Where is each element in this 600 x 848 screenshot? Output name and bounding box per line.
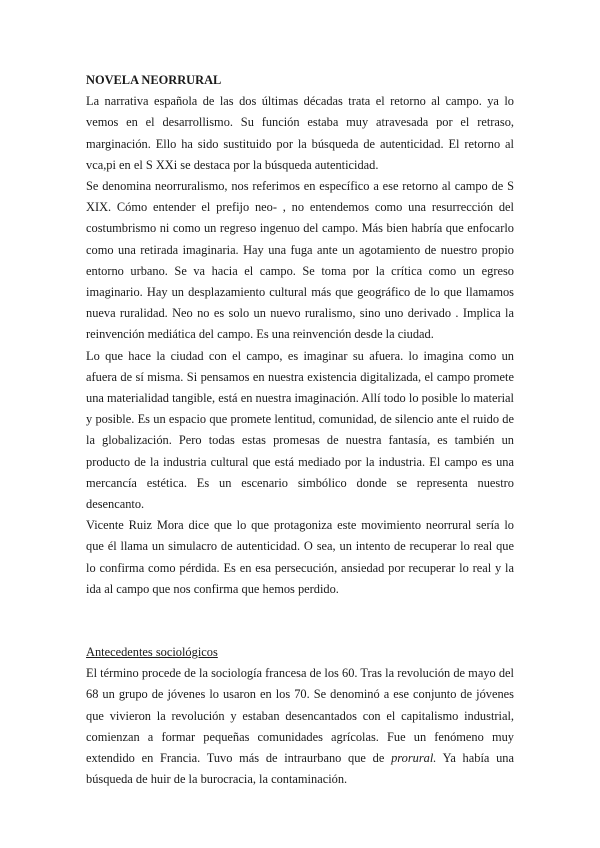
section-heading-antecedentes: Antecedentes sociológicos xyxy=(86,645,218,660)
paragraph-antecedentes xyxy=(86,663,514,790)
paragraph-ciudad-campo: Lo que hace la ciudad con el campo, es imaginar su afuera. lo imagina como un afuera de sí misma. Si pensamos en nuestra existencia digitalizada, el campo promete una materialidad tangible, está en nuestra imaginación. Allí todo lo posible lo material y posible. Es un espacio que promete lentitud, comunidad, de silencio ante el ruido de la globalización. Pero todas estas promesas de nuestra fantasía, es también un producto de la industria cultural que está mediado por la industria. El campo es una mercancía estética. Es un escenario simbólico donde se representa nuestro desencanto. xyxy=(86,348,514,512)
paragraph-antecedentes-text-b: Ya había una búsqueda de huir de la burocracia, la contaminación. xyxy=(86,751,514,787)
document-body xyxy=(86,70,514,791)
section-spacer xyxy=(86,600,514,642)
paragraph-neorruralismo: Se denomina neorruralismo, nos referimos en específico a ese retorno al campo de S XIX. Cómo entender el prefijo neo- , no entendemos como una resurrección del costumbrismo ni como un regreso ingenuo del campo. Más bien habría que enfocarlo como una retirada imaginaria. Hay una fuga ante un agotamiento de nuestro propio entorno urbano. Se va hacia el campo. Se toma por la crítica como un egreso imaginario. Hay un desplazamiento cultural más que geográfico de lo que llamamos nueva ruralidad. Neo no es solo un nuevo ruralismo, sino uno derivado . Implica la reinvención mediática del campo. Es una reinvención desde la ciudad. xyxy=(86,179,514,342)
paragraph-antecedentes-text-a: El término procede de la sociología francesa de los 60. Tras la revolución de mayo del 68 un grupo de jóvenes lo usaron en los 70. Se denominó a ese conjunto de jóvenes que vivieron la revolución y estaban desencantados con el capitalismo industrial, comienzan a formar pequeñas comunidades agrícolas. Fue un fenómeno muy extendido en Francia. Tuvo más de intraurbano que de xyxy=(86,666,514,766)
paragraph-intro: La narrativa española de las dos últimas décadas trata el retorno al campo. ya lo vemos en el desarrollismo. Su función estaba muy atravesada por el retraso, marginación. Ello ha sido sustituido por la búsqueda de autenticidad. El retorno al vca,pi en el S XXi se destaca por la búsqueda autenticidad. xyxy=(86,94,514,172)
italic-term-prorural: prorural. xyxy=(391,751,437,766)
document-title: NOVELA NEORRURAL xyxy=(86,73,222,87)
paragraph-vicente-ruiz-mora: Vicente Ruiz Mora dice que lo que protagoniza este movimiento neorrural sería lo que él llama un simulacro de autenticidad. O sea, un intento de recuperar lo real que lo confirma como pérdida. Es en esa persecución, ansiedad por recuperar lo real y la ida al campo que nos confirma que hemos perdido. xyxy=(86,518,514,596)
